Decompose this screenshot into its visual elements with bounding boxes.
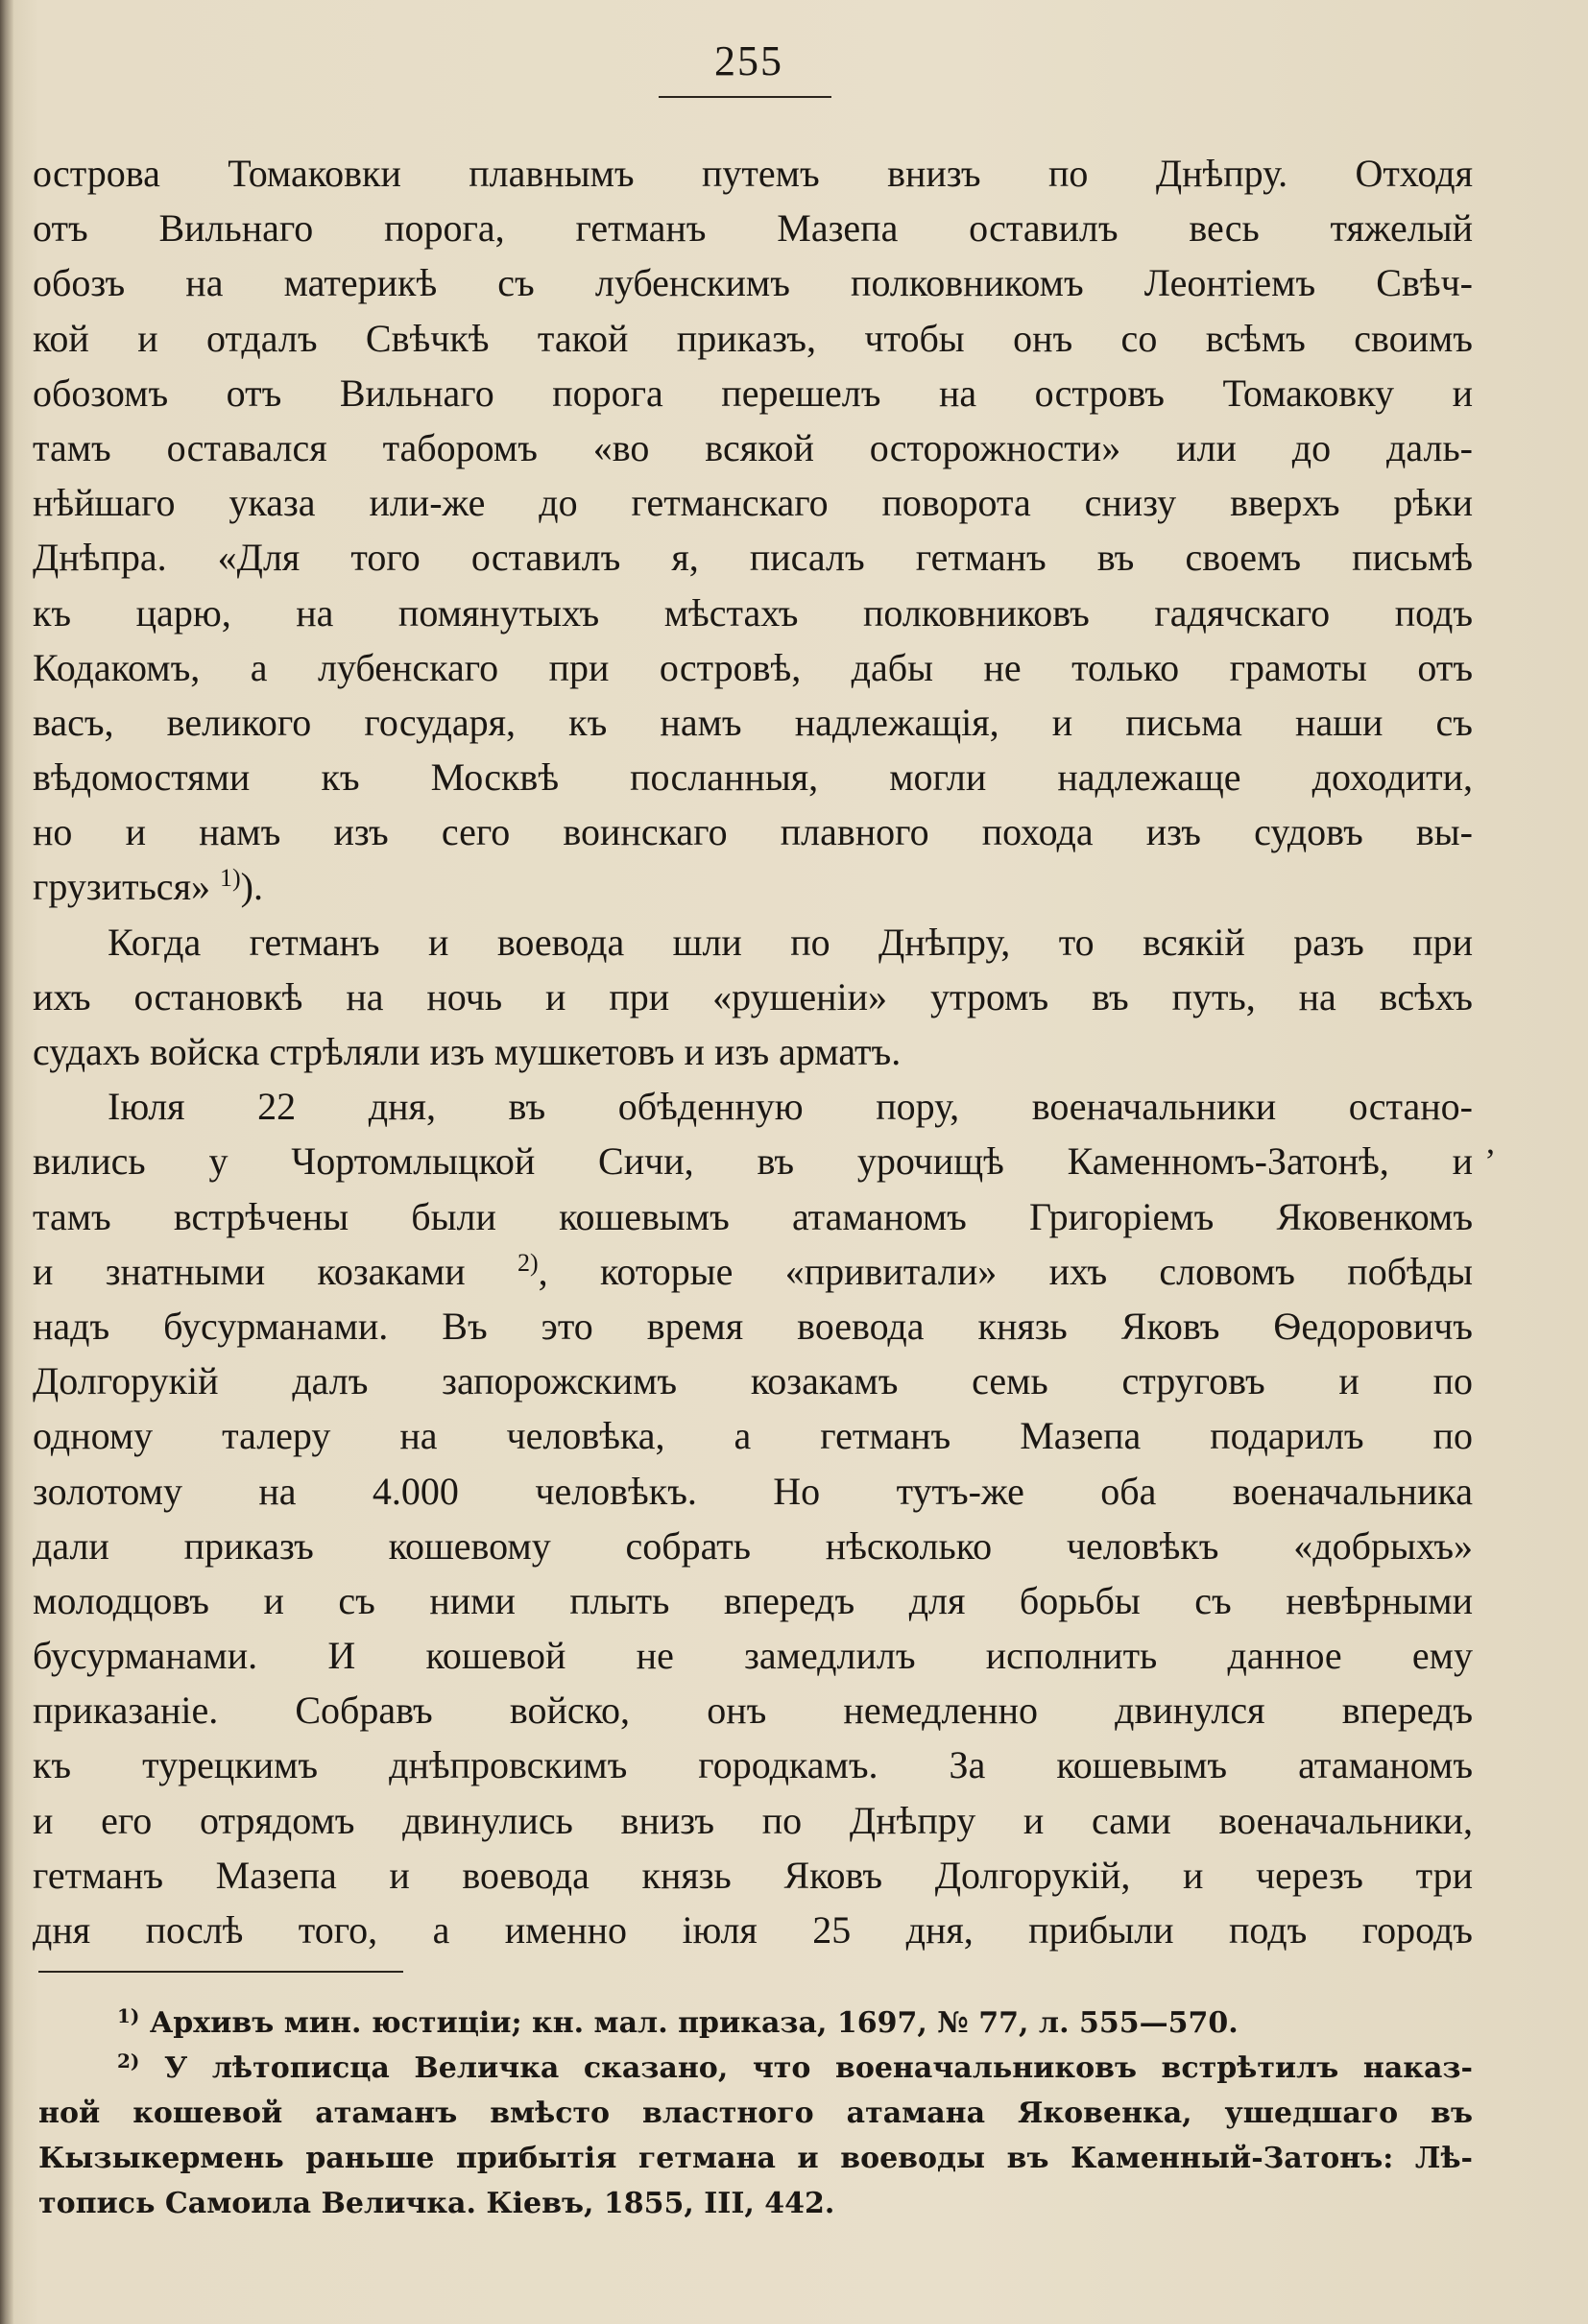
text-line: молодцовъ и съ ними плыть впередъ для борьбы съ невѣрными [33, 1578, 1473, 1622]
text-line: надъ бусурманами. Въ это время воевода князь Яковъ Ѳедоровичъ [33, 1304, 1473, 1348]
text-fragment: , которые «привитали» ихъ словомъ побѣды [538, 1249, 1473, 1293]
header-rule [659, 96, 831, 98]
text-line: нѣйшаго указа или-же до гетманскаго поворота снизу вверхъ рѣки [33, 481, 1473, 525]
footnotes [38, 2001, 1473, 2226]
text-line: бусурманами. И кошевой не замедлилъ исполнить данное ему [33, 1634, 1473, 1678]
footnote-mark: 2) [117, 2049, 140, 2072]
text-line: обозъ на материкѣ съ лубенскимъ полковникомъ Леонтіемъ Свѣч- [33, 261, 1473, 305]
text-line: Долгорукій далъ запорожскимъ козакамъ семь струговъ и по [33, 1359, 1473, 1403]
text-line: Когда гетманъ и воевода шли по Днѣпру, то всякій разъ при [108, 920, 1473, 964]
footnote-1 [38, 2001, 1473, 2046]
text-line: Кодакомъ, а лубенскаго при островѣ, дабы не только грамоты отъ [33, 645, 1473, 689]
margin-mark: , [1486, 1122, 1495, 1161]
text-line: золотому на 4.000 человѣкъ. Но тутъ-же оба военачальника [33, 1469, 1473, 1513]
text-line: ихъ остановкѣ на ночь и при «рушеніи» утромъ въ путь, на всѣхъ [33, 974, 1473, 1018]
text-line: приказаніе. Собравъ войско, онъ немедленно двинулся впередъ [33, 1689, 1473, 1733]
text-line: обозомъ отъ Вильнаго порога перешелъ на островъ Томаковку и [33, 371, 1473, 415]
text-line: кой и отдалъ Свѣчкѣ такой приказъ, чтобы онъ со всѣмъ своимъ [33, 316, 1473, 360]
footnote-2-line: топись Самоила Величка. Кіевъ, 1855, III, 442. [38, 2187, 835, 2220]
text-line: Іюля 22 дня, въ обѣденную пору, военачальники остано- [108, 1085, 1473, 1129]
footnote-rule [38, 1971, 403, 1973]
footnote-2-line: ной кошевой атаманъ вмѣсто властного атамана Яковенка, ушедшаго въ [38, 2096, 1473, 2130]
footnote-2-line: Кызыкермень раньше прибытія гетмана и воеводы въ Каменный-Затонъ: Лѣ- [38, 2142, 1473, 2175]
page-number: 255 [714, 37, 783, 84]
text-line: гетманъ Мазепа и воевода князь Яковъ Долгорукій, и черезъ три [33, 1853, 1473, 1897]
text-line: къ царю, на помянутыхъ мѣстахъ полковниковъ гадячскаго подъ [33, 590, 1473, 635]
text-line: острова Томаковки плавнымъ путемъ внизъ по Днѣпру. Отходя [33, 152, 1473, 195]
text-line: васъ, великого государя, къ намъ надлежащія, и письма наши съ [33, 700, 1473, 744]
text-fragment: грузиться» [33, 865, 210, 909]
text-line: судахъ войска стрѣляли изъ мушкетовъ и изъ арматъ. [33, 1030, 902, 1073]
text-line [33, 1244, 1473, 1299]
text-line: дня послѣ того, а именно іюля 25 дня, прибыли подъ городъ [33, 1908, 1473, 1952]
text-line [33, 859, 1473, 914]
footnote-ref-2: 2) [517, 1248, 539, 1277]
main-text [33, 146, 1473, 1957]
text-line: вѣдомостями къ Москвѣ посланныя, могли надлежаще доходити, [33, 755, 1473, 800]
text-line: Днѣпра. «Для того оставилъ я, писалъ гетманъ въ своемъ письмѣ [33, 536, 1473, 580]
text-line: но и намъ изъ сего воинскаго плавного похода изъ судовъ вы- [33, 810, 1473, 854]
text-line: и его отрядомъ двинулись внизъ по Днѣпру и сами военачальники, [33, 1798, 1473, 1842]
text-line: тамъ встрѣчены были кошевымъ атаманомъ Григоріемъ Яковенкомъ [33, 1194, 1473, 1238]
page-binding-edge [0, 0, 13, 2324]
text-line: тамъ оставался таборомъ «во всякой осторожности» или до даль- [33, 425, 1473, 469]
text-line: вились у Чортомлыцкой Сичи, въ урочищѣ Каменномъ-Затонѣ, и [33, 1139, 1473, 1184]
text-line: одному талеру на человѣка, а гетманъ Мазепа подарилъ по [33, 1414, 1473, 1458]
text-line: отъ Вильнаго порога, гетманъ Мазепа оставилъ весь тяжелый [33, 206, 1473, 251]
text-fragment: и знатными козаками [33, 1249, 466, 1293]
footnote-text: У лѣтописца Величка сказано, что военачальниковъ встрѣтилъ наказ- [163, 2051, 1473, 2085]
text-line: къ турецкимъ днѣпровскимъ городкамъ. За кошевымъ атаманомъ [33, 1743, 1473, 1787]
footnote-text: Архивъ мин. юстиціи; кн. мал. приказа, 1697, № 77, л. 555—570. [149, 2006, 1239, 2040]
footnote-2 [38, 2046, 1473, 2091]
text-line: дали приказъ кошевому собрать нѣсколько человѣкъ «добрыхъ» [33, 1523, 1473, 1568]
footnote-mark: 1) [117, 2004, 140, 2027]
footnote-ref-1: 1) [219, 864, 241, 893]
text-fragment: ). [240, 865, 263, 909]
